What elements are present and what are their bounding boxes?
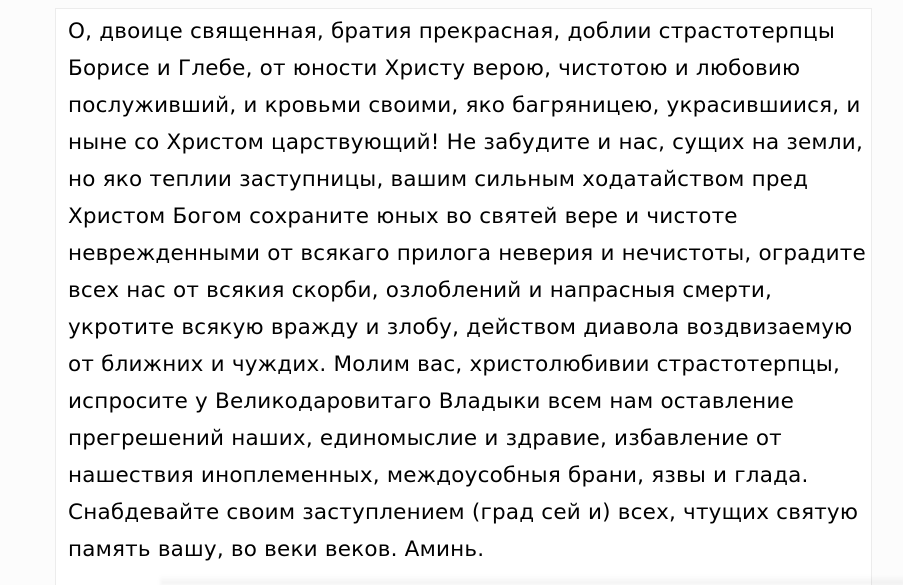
prayer-line: ныне со Христом царствующий! Не забудите и нас, сущих на земли, [68, 130, 863, 155]
prayer-line: всех нас от всякия скорби, озлоблений и напрасныя смерти, [68, 278, 773, 303]
prayer-line: от ближних и чуждих. Молим вас, христолюбивии страстотерпцы, [68, 352, 841, 377]
prayer-line: О, двоице священная, братия прекрасная, доблии страстотерпцы [68, 19, 836, 44]
prayer-card [55, 8, 872, 585]
prayer-line: укротите всякую вражду и злобу, действом диавола воздвизаемую [68, 315, 853, 340]
prayer-text [56, 9, 871, 568]
prayer-line: Снабдевайте своим заступлением (град сей и) всех, чтущих святую [68, 500, 859, 525]
prayer-line: послуживший, и кровьми своими, яко багряницею, украсившиися, и [68, 93, 861, 118]
prayer-line: неврежденными от всякаго прилога неверия и нечистоты, оградите [68, 241, 866, 266]
prayer-line: но яко теплии заступницы, вашим сильным ходатайством пред [68, 167, 809, 192]
prayer-line: память вашу, во веки веков. Аминь. [68, 537, 485, 562]
prayer-line: прегрешений наших, единомыслие и здравие, избавление от [68, 426, 782, 451]
prayer-line: нашествия иноплеменных, междоусобныя брани, язвы и глада. [68, 463, 809, 488]
prayer-line: Христом Богом сохраните юных во святей вере и чистоте [68, 204, 738, 229]
prayer-line: Борисе и Глебе, от юности Христу верою, чистотою и любовию [68, 56, 801, 81]
prayer-line: испросите у Великодаровитаго Владыки всем нам оставление [68, 389, 795, 414]
